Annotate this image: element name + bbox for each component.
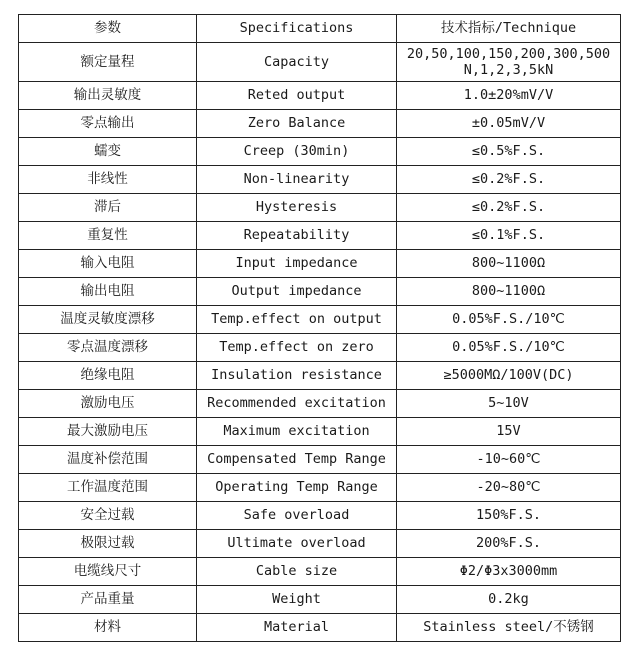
row-parameter-en: Repeatability: [197, 222, 397, 250]
row-parameter-cn: 蠕变: [19, 138, 197, 166]
table-row: [19, 362, 621, 390]
row-value: ≤0.2%F.S.: [397, 194, 621, 222]
table-row: [19, 278, 621, 306]
row-parameter-cn: 零点输出: [19, 110, 197, 138]
row-parameter-cn: 输出电阻: [19, 278, 197, 306]
header-technique: 技术指标/Technique: [397, 15, 621, 43]
row-parameter-cn: 极限过载: [19, 530, 197, 558]
row-value: ≥5000MΩ/100V(DC): [397, 362, 621, 390]
row-parameter-en: Recommended excitation: [197, 390, 397, 418]
table-row: [19, 334, 621, 362]
row-parameter-cn: 输入电阻: [19, 250, 197, 278]
row-parameter-en: Hysteresis: [197, 194, 397, 222]
row-value: 800~1100Ω: [397, 278, 621, 306]
row-parameter-en: Temp.effect on zero: [197, 334, 397, 362]
header-specifications: Specifications: [197, 15, 397, 43]
row-parameter-cn: 重复性: [19, 222, 197, 250]
row-value: 5~10V: [397, 390, 621, 418]
row-value: ≤0.1%F.S.: [397, 222, 621, 250]
table-row: [19, 390, 621, 418]
row-parameter-en: Capacity: [197, 43, 397, 82]
table-row: [19, 558, 621, 586]
table-row: [19, 43, 621, 82]
row-parameter-en: Weight: [197, 586, 397, 614]
row-value: Stainless steel/不锈钢: [397, 614, 621, 642]
row-value: ≤0.2%F.S.: [397, 166, 621, 194]
row-value: ≤0.5%F.S.: [397, 138, 621, 166]
row-parameter-en: Operating Temp Range: [197, 474, 397, 502]
row-parameter-en: Temp.effect on output: [197, 306, 397, 334]
table-header-row: [19, 15, 621, 43]
row-value: -20~80℃: [397, 474, 621, 502]
row-parameter-cn: 输出灵敏度: [19, 82, 197, 110]
row-value: ±0.05mV/V: [397, 110, 621, 138]
row-parameter-cn: 激励电压: [19, 390, 197, 418]
row-parameter-cn: 安全过载: [19, 502, 197, 530]
table-row: [19, 586, 621, 614]
row-parameter-en: Creep (30min): [197, 138, 397, 166]
row-value: 0.05%F.S./10℃: [397, 306, 621, 334]
row-parameter-en: Material: [197, 614, 397, 642]
row-parameter-cn: 滞后: [19, 194, 197, 222]
row-parameter-cn: 零点温度漂移: [19, 334, 197, 362]
table-row: [19, 110, 621, 138]
table-row: [19, 138, 621, 166]
row-parameter-en: Non-linearity: [197, 166, 397, 194]
row-parameter-cn: 温度补偿范围: [19, 446, 197, 474]
row-parameter-en: Reted output: [197, 82, 397, 110]
table-row: [19, 502, 621, 530]
row-parameter-en: Compensated Temp Range: [197, 446, 397, 474]
row-parameter-cn: 材料: [19, 614, 197, 642]
table-row: [19, 614, 621, 642]
table-row: [19, 474, 621, 502]
row-value: 150%F.S.: [397, 502, 621, 530]
table-row: [19, 250, 621, 278]
header-parameter-cn: 参数: [19, 15, 197, 43]
row-parameter-en: Input impedance: [197, 250, 397, 278]
row-parameter-cn: 绝缘电阻: [19, 362, 197, 390]
row-parameter-en: Ultimate overload: [197, 530, 397, 558]
row-parameter-cn: 非线性: [19, 166, 197, 194]
specification-table: [18, 14, 621, 642]
row-parameter-cn: 温度灵敏度漂移: [19, 306, 197, 334]
row-value: 0.05%F.S./10℃: [397, 334, 621, 362]
row-value: 800~1100Ω: [397, 250, 621, 278]
row-value: 200%F.S.: [397, 530, 621, 558]
row-value: 15V: [397, 418, 621, 446]
row-parameter-cn: 电缆线尺寸: [19, 558, 197, 586]
table-row: [19, 222, 621, 250]
row-parameter-cn: 产品重量: [19, 586, 197, 614]
row-value: 0.2kg: [397, 586, 621, 614]
row-parameter-cn: 工作温度范围: [19, 474, 197, 502]
row-parameter-en: Output impedance: [197, 278, 397, 306]
row-parameter-en: Zero Balance: [197, 110, 397, 138]
row-parameter-en: Insulation resistance: [197, 362, 397, 390]
table-row: [19, 530, 621, 558]
row-parameter-en: Safe overload: [197, 502, 397, 530]
table-row: [19, 306, 621, 334]
row-parameter-cn: 额定量程: [19, 43, 197, 82]
table-row: [19, 418, 621, 446]
table-row: [19, 166, 621, 194]
row-value: -10~60℃: [397, 446, 621, 474]
row-value: 1.0±20%mV/V: [397, 82, 621, 110]
table-row: [19, 194, 621, 222]
spec-table-container: [18, 14, 621, 642]
row-value: 20,50,100,150,200,300,500N,1,2,3,5kN: [397, 43, 621, 82]
row-value: Φ2/Φ3x3000mm: [397, 558, 621, 586]
table-row: [19, 446, 621, 474]
table-row: [19, 82, 621, 110]
row-parameter-en: Cable size: [197, 558, 397, 586]
row-parameter-cn: 最大激励电压: [19, 418, 197, 446]
row-parameter-en: Maximum excitation: [197, 418, 397, 446]
